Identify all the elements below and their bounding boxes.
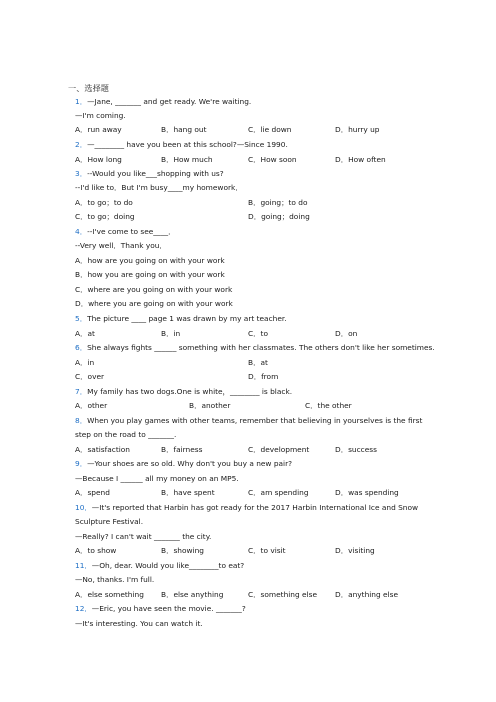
- option-d[interactable]: D．hurry up: [335, 125, 380, 134]
- option-a[interactable]: A．to go；to do: [75, 198, 133, 207]
- option-b[interactable]: B．going；to do: [248, 198, 308, 207]
- option-c[interactable]: C．the other: [305, 401, 352, 410]
- question-number: 10．: [75, 503, 92, 512]
- question-9: [75, 458, 292, 470]
- question-number: 2．: [75, 140, 88, 149]
- option-d[interactable]: D．visiting: [335, 546, 375, 555]
- option-c[interactable]: C．am spending: [248, 488, 309, 497]
- option-c[interactable]: C．over: [75, 372, 105, 381]
- option-a[interactable]: A．else something: [75, 590, 144, 599]
- question-text: —________ have you been at this school?—Since 1990.: [87, 140, 288, 149]
- option-b[interactable]: B．another: [189, 401, 231, 410]
- question-2: [75, 139, 288, 151]
- option-a[interactable]: A．at: [75, 329, 95, 338]
- question-text: She always fights ______ something with her classmates. The others don't like her sometimes.: [87, 343, 435, 352]
- option-a[interactable]: A．to show: [75, 546, 117, 555]
- option-c[interactable]: C．lie down: [248, 125, 292, 134]
- option-b[interactable]: B．How much: [161, 155, 213, 164]
- question-12: [75, 603, 246, 615]
- question-text-line: —Really? I can't wait _______ the city.: [75, 532, 212, 541]
- question-7: [75, 386, 292, 398]
- question-6: [75, 342, 435, 354]
- option-b[interactable]: B．have spent: [161, 488, 215, 497]
- question-text-line: —No, thanks. I'm full.: [75, 575, 155, 584]
- question-4: [75, 226, 175, 238]
- section-title: 一、选择题: [68, 83, 109, 93]
- question-text: —Oh, dear. Would you like________to eat?: [91, 561, 245, 570]
- option-d[interactable]: D．How often: [335, 155, 386, 164]
- option-a[interactable]: A．satisfaction: [75, 445, 130, 454]
- question-8: [75, 415, 422, 427]
- question-text-line: —It's interesting. You can watch it.: [75, 619, 203, 628]
- question-number: 9．: [75, 459, 88, 468]
- question-number: 11．: [75, 561, 92, 570]
- option-c[interactable]: C．where are you going on with your work: [75, 285, 233, 294]
- option-a[interactable]: A．How long: [75, 155, 122, 164]
- question-number: 4．: [75, 227, 88, 236]
- question-11: [75, 560, 244, 572]
- question-number: 12．: [75, 604, 92, 613]
- option-c[interactable]: C．to visit: [248, 546, 286, 555]
- option-c[interactable]: C．development: [248, 445, 310, 454]
- question-text-line: —I'm coming.: [75, 111, 126, 120]
- option-d[interactable]: D．was spending: [335, 488, 399, 497]
- option-a[interactable]: A．spend: [75, 488, 110, 497]
- option-b[interactable]: B．showing: [161, 546, 204, 555]
- question-text: —It's reported that Harbin has got ready for the 2017 Harbin International Ice and Snow: [91, 503, 419, 512]
- question-text: —Eric, you have seen the movie. _______?: [91, 604, 246, 613]
- question-3: [75, 168, 224, 180]
- question-text-line: —Because I ______ all my money on an MP5.: [75, 474, 239, 483]
- option-d[interactable]: D．success: [335, 445, 377, 454]
- option-a[interactable]: A．run away: [75, 125, 122, 134]
- question-text-line: --Very well．Thank you．: [75, 241, 167, 250]
- option-d[interactable]: D．from: [248, 372, 279, 381]
- question-text-line: Sculpture Festival.: [75, 517, 144, 526]
- option-b[interactable]: B．how you are going on with your work: [75, 270, 225, 279]
- question-text: My family has two dogs.One is white，________ is black.: [87, 387, 293, 396]
- option-d[interactable]: D．anything else: [335, 590, 399, 599]
- question-number: 8．: [75, 416, 88, 425]
- question-number: 1．: [75, 97, 88, 106]
- question-1: [75, 96, 251, 108]
- question-number: 6．: [75, 343, 88, 352]
- option-c[interactable]: C．something else: [248, 590, 318, 599]
- question-text: The picture ____ page 1 was drawn by my art teacher.: [87, 314, 287, 323]
- option-b[interactable]: B．at: [248, 358, 268, 367]
- option-b[interactable]: B．hang out: [161, 125, 207, 134]
- question-text-line: step on the road to _______.: [75, 430, 177, 439]
- question-5: [75, 313, 287, 325]
- option-d[interactable]: D．going；doing: [248, 212, 310, 221]
- question-number: 7．: [75, 387, 88, 396]
- option-b[interactable]: B．else anything: [161, 590, 224, 599]
- option-c[interactable]: C．How soon: [248, 155, 297, 164]
- question-number: 3．: [75, 169, 88, 178]
- question-text-line: --I'd like to．But I'm busy____my homework．: [75, 183, 243, 192]
- option-b[interactable]: B．in: [161, 329, 181, 338]
- question-text: --I've come to see____．: [87, 227, 176, 236]
- question-text: —Jane, _______ and get ready. We're waiting.: [87, 97, 252, 106]
- option-d[interactable]: D．where you are going on with your work: [75, 299, 233, 308]
- option-c[interactable]: C．to: [248, 329, 268, 338]
- option-a[interactable]: A．in: [75, 358, 95, 367]
- option-c[interactable]: C．to go；doing: [75, 212, 135, 221]
- option-a[interactable]: A．how are you going on with your work: [75, 256, 225, 265]
- question-text: When you play games with other teams, remember that believing in yourselves is the first: [87, 416, 423, 425]
- question-text: —Your shoes are so old. Why don't you buy a new pair?: [87, 459, 293, 468]
- option-a[interactable]: A．other: [75, 401, 108, 410]
- question-number: 5．: [75, 314, 88, 323]
- question-text: --Would you like___shopping with us?: [87, 169, 224, 178]
- option-d[interactable]: D．on: [335, 329, 358, 338]
- question-10: [75, 502, 418, 514]
- option-b[interactable]: B．fairness: [161, 445, 203, 454]
